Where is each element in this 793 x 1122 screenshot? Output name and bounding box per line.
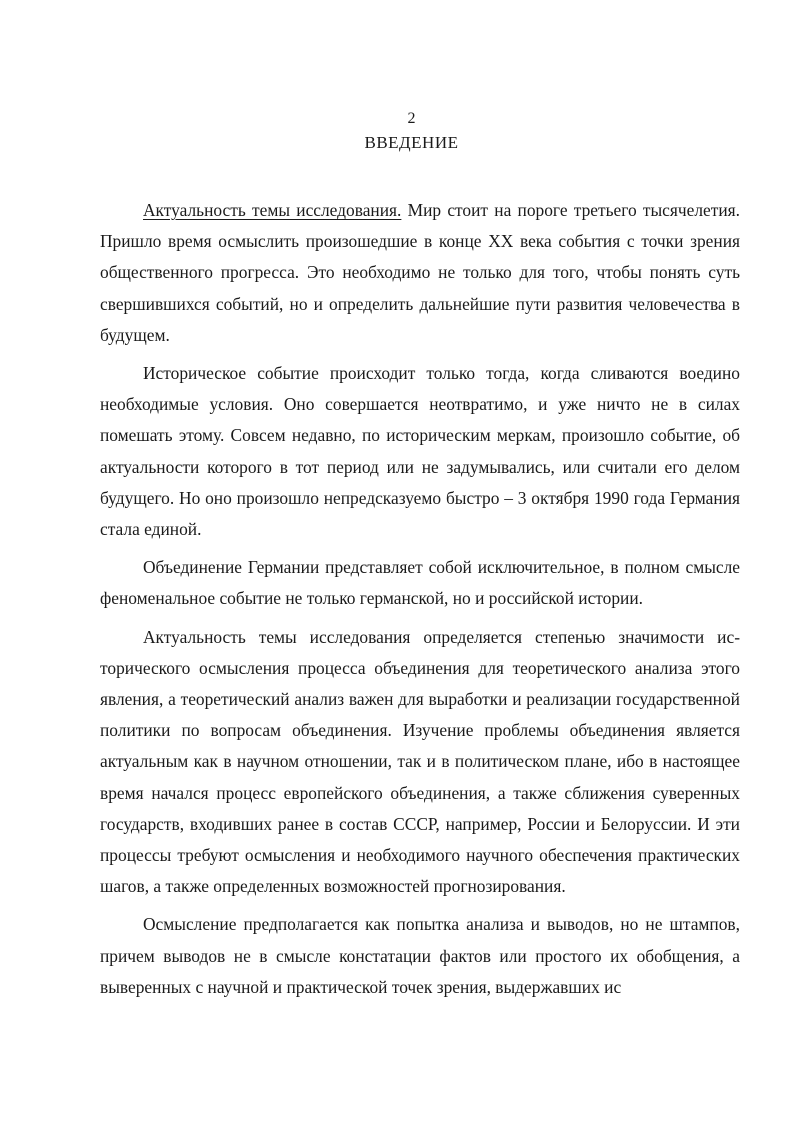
paragraph-unification: Объединение Германии представляет собой исключительное, в полном смысле феноменальное событие не только германской, но и российской истории.: [100, 557, 740, 609]
page-number: 2: [407, 110, 416, 127]
page-title: ВВЕДЕНИЕ: [364, 133, 459, 152]
paragraph-text: Мир стоит на пороге третьего тысячелетия. Пришло время осмыслить произошедшие в конце XX века события с точки зрения общественного прогресса. Это необходимо не только для того, чтобы понять суть свершившихся событий, но и определить дальнейшие пути развития человечества в будущем.: [100, 200, 740, 345]
paragraph-historical-event: Историческое событие происходит только тогда, когда сливаются воедино необходимые условия. Оно совершается неотвратимо, и уже ничто не в силах помешать этому. Совсем недавно, по историческим меркам, произошло событие, об актуальности которого в тот период или не задумывались, или считали его делом будущего. Но оно произошло непредсказуемо быстро – 3 октября 1990 года Германия стала единой.: [100, 363, 740, 540]
section-heading: Актуальность темы исследования.: [143, 200, 402, 220]
paragraph-comprehension: Осмысление предполагается как попытка анализа и выводов, но не штампов, причем выводов не в смысле констатации фактов или простого их обобщения, а выверенных с научной и практической точек зрения, выдержавших ис: [100, 914, 740, 997]
body-text: [100, 195, 740, 1003]
paragraph-research-relevance: Актуальность темы исследования определяется степенью значимости исторического осмысления процесса объединения для теоретического анализа этого явления, а теоретический анализ важен для выработки и реализации государственной политики по вопросам объединения. Изучение проблемы объединения является актуальным как в научном отношении, так и в политическом плане, ибо в настоящее время начался процесс европейского объединения, а также сближения суверенных государств, входивших ранее в состав СССР, например, России и Белоруссии. И эти процессы требуют осмысления и необходимого научного обеспечения практических шагов, а также определенных возможностей прогнозирования.: [100, 626, 740, 897]
paragraph-relevance: [100, 195, 740, 351]
